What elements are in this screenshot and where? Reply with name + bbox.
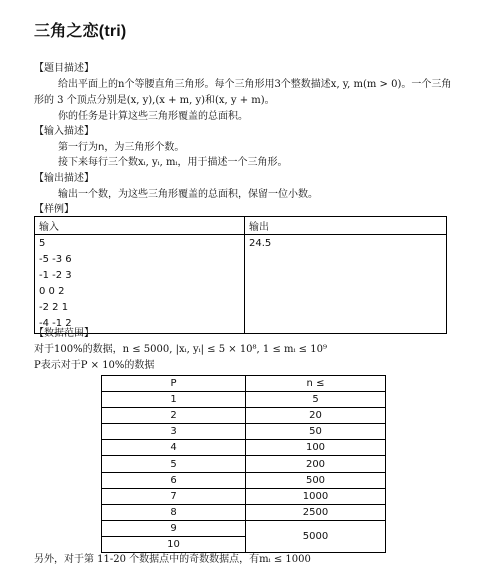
range-p-cell: 10 [102, 536, 246, 552]
range-n-cell: 100 [246, 440, 386, 456]
range-n-merged-cell: 5000 [246, 520, 386, 552]
table-row [102, 504, 386, 520]
sample-input-line: 0 0 2 [39, 286, 65, 297]
range-n-cell: 2500 [246, 504, 386, 520]
data-range-line-1: 对于100%的数据，n ≤ 5000, |xᵢ, yᵢ| ≤ 5 × 10⁸, 1 ≤ mᵢ ≤ 10⁹ [34, 344, 327, 355]
problem-description-heading: 【题目描述】 [34, 63, 94, 74]
problem-description-line-3: 你的任务是计算这些三角形覆盖的总面积。 [58, 111, 248, 122]
table-row [102, 424, 386, 440]
problem-description-line-1: 给出平面上的n个等腰直角三角形。每个三角形用3个整数描述x, y, m(m > 0)。一个三角 [58, 79, 452, 90]
range-p-cell: 5 [102, 456, 246, 472]
sample-input-line: -2 2 1 [39, 302, 69, 313]
data-range-heading: 【数据范围】 [34, 328, 94, 339]
range-p-cell: 3 [102, 424, 246, 440]
sample-input-cell [35, 235, 245, 334]
input-description-line-1: 第一行为n，为三角形个数。 [58, 142, 185, 153]
data-range-line-2: P表示对于P × 10%的数据 [34, 360, 155, 371]
sample-input-line: -1 -2 3 [39, 270, 72, 281]
sample-input-line: 5 [39, 238, 46, 249]
table-row [102, 488, 386, 504]
sample-input-line: -4 -1 2 [39, 318, 72, 329]
range-header-p: P [102, 376, 246, 392]
sample-input-header: 输入 [35, 217, 245, 235]
range-p-cell: 7 [102, 488, 246, 504]
range-p-cell: 4 [102, 440, 246, 456]
table-row [102, 456, 386, 472]
range-header-n: n ≤ [246, 376, 386, 392]
range-p-cell: 8 [102, 504, 246, 520]
output-description-line-1: 输出一个数，为这些三角形覆盖的总面积，保留一位小数。 [58, 189, 318, 200]
problem-description-line-2: 形的 3 个顶点分别是(x, y),(x + m, y)和(x, y + m)。 [34, 95, 275, 106]
sample-output-header: 输出 [245, 217, 447, 235]
table-row [102, 440, 386, 456]
sample-table [34, 216, 447, 334]
range-n-cell: 5 [246, 392, 386, 408]
input-description-heading: 【输入描述】 [34, 126, 94, 137]
table-row [102, 408, 386, 424]
range-n-cell: 200 [246, 456, 386, 472]
range-p-cell: 9 [102, 520, 246, 536]
table-row [102, 392, 386, 408]
page-title: 三角之恋(tri) [34, 23, 127, 40]
sample-heading: 【样例】 [34, 204, 74, 215]
input-description-line-2: 接下来每行三个数xᵢ, yᵢ, mᵢ，用于描述一个三角形。 [58, 157, 288, 168]
sample-output-cell [245, 235, 447, 334]
range-p-cell: 6 [102, 472, 246, 488]
sample-input-line: -5 -3 6 [39, 254, 72, 265]
range-n-cell: 500 [246, 472, 386, 488]
table-row [102, 472, 386, 488]
range-p-cell: 1 [102, 392, 246, 408]
sample-output-value: 24.5 [249, 238, 272, 249]
table-row [102, 520, 386, 536]
data-range-footer: 另外，对于第 11-20 个数据点中的奇数数据点，有mᵢ ≤ 1000 [34, 554, 311, 565]
output-description-heading: 【输出描述】 [34, 173, 94, 184]
range-n-cell: 20 [246, 408, 386, 424]
range-n-cell: 50 [246, 424, 386, 440]
range-p-cell: 2 [102, 408, 246, 424]
data-range-table [101, 375, 386, 553]
range-n-cell: 1000 [246, 488, 386, 504]
